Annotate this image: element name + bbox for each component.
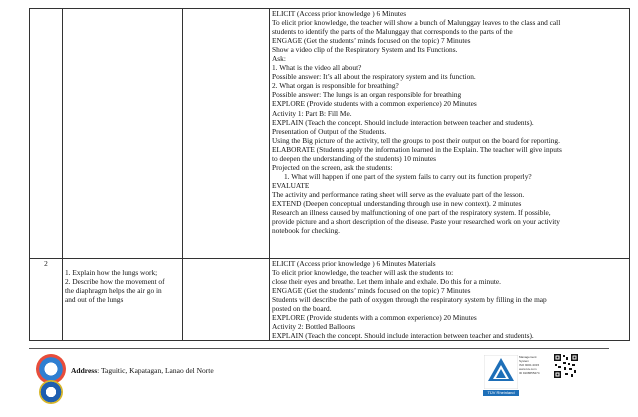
text-line: To elicit prior knowledge, the teacher will show a bunch of Malunggay leaves to the class and call <box>272 18 561 28</box>
table-row <box>30 9 630 259</box>
text-line: The activity and performance rating sheet will serve as the evaluate part of the lesson. <box>272 189 525 199</box>
text-line: Presentation of Output of the Students. <box>272 126 387 136</box>
objective-line: 2. Describe how the movement of <box>65 277 165 287</box>
objectives-cell <box>63 9 183 259</box>
text-line: Activity 1: Part B: Fill Me. <box>272 108 352 118</box>
cert-line: ISO 9001:2015 <box>519 363 540 367</box>
text-line: ENGAGE (Get the students’ minds focused on the topic) 7 Minutes <box>272 286 471 296</box>
text-line: Possible answer: The lungs is an organ responsible for breathing <box>272 90 462 100</box>
cert-line: www.tuv.com <box>519 367 537 371</box>
text-line: Students will describe the path of oxygen through the respiratory system by filling in the map <box>272 295 547 305</box>
text-line: EXPLAIN (Teach the concept. Should include interaction between teacher and students). <box>272 117 534 127</box>
certification-text <box>519 355 551 389</box>
day-number-cell <box>30 9 63 259</box>
text-line: 2. What organ is responsible for breathing? <box>272 81 399 91</box>
text-line: Activity 2: Bottled Balloons <box>272 322 356 332</box>
objective-line: and out of the lungs <box>65 295 124 305</box>
day-number: 2 <box>44 259 48 268</box>
text-line: ENGAGE (Get the students’ minds focused on the topic) 7 Minutes <box>272 36 471 46</box>
text-line: Ask: <box>272 54 286 64</box>
text-line: EXPLORE (Provide students with a common experience) 20 Minutes <box>272 99 477 109</box>
cert-line: ID 9108655274 <box>519 371 540 375</box>
text-line: EXPLAIN (Teach the concept. Should include interaction between teacher and students). <box>272 331 534 341</box>
objectives-cell <box>63 259 183 341</box>
text-line: Projected on the screen, ask the students: <box>272 162 393 172</box>
text-line: 1. What is the video all about? <box>272 63 362 73</box>
lesson-plan-table <box>29 8 630 341</box>
text-line: notebook for checking. <box>272 226 340 236</box>
tuv-certification-logo <box>484 355 518 389</box>
procedure-cell <box>270 9 630 259</box>
objectives-list <box>65 268 180 304</box>
cert-line: System <box>519 359 530 363</box>
text-line: Using the Big picture of the activity, tell the groups to post their output on the board for reporting. <box>272 135 560 145</box>
school-seal-logo <box>39 380 63 404</box>
row1-lines <box>272 9 627 235</box>
blank-cell <box>183 9 270 259</box>
footer-divider <box>29 348 609 349</box>
question-item: 1. What will happen if one part of the system fails to carry out its function properly? <box>284 171 532 181</box>
qr-code-icon <box>553 353 579 379</box>
text-line: to deepen the understanding of the students) 10 minutes <box>272 153 436 163</box>
cert-line: Management <box>519 355 537 359</box>
text-line: Possible answer: It’s all about the respiratory system and its function. <box>272 72 476 82</box>
text-line: provide picture and a short description of the disease. Paste your researched work on your activity <box>272 217 560 227</box>
text-line: EVALUATE <box>272 180 310 190</box>
table-row <box>30 259 630 341</box>
procedure-cell <box>270 259 630 341</box>
text-line: EXPLORE (Provide students with a common experience) 20 Minutes <box>272 313 477 323</box>
day-number-cell <box>30 259 63 341</box>
text-line: students to identify the parts of the Malunggay that corresponds to the parts of the <box>272 27 513 37</box>
text-line: ELICIT (Access prior knowledge ) 6 Minutes Materials <box>272 259 436 268</box>
objective-line: the diaphragm helps the air go in <box>65 286 162 296</box>
address-value: : Taguitic, Kapatagan, Lanao del Norte <box>97 366 214 375</box>
text-line: ELABORATE (Students apply the information learned in the Explain. The teacher will give inputs <box>272 144 562 154</box>
blank-cell <box>183 259 270 341</box>
school-address <box>71 366 214 375</box>
objective-line: 1. Explain how the lungs work; <box>65 268 158 277</box>
text-line: Research an illness caused by malfunctioning of one part of the respiratory system. If possible, <box>272 208 551 218</box>
address-label: Address <box>71 366 98 375</box>
text-line: To elicit prior knowledge, the teacher will ask the students to: <box>272 268 454 278</box>
text-line: Show a video clip of the Respiratory System and Its Functions. <box>272 45 458 55</box>
text-line: close their eyes and breathe. Let them inhale and exhale. Do this for a minute. <box>272 277 502 287</box>
text-line: EXTEND (Deepen conceptual understanding through use in new context). 2 minutes <box>272 198 522 208</box>
text-line: posted on the board. <box>272 304 332 314</box>
tuv-banner: TÜV Rheinland <box>483 390 519 396</box>
text-line: ELICIT (Access prior knowledge ) 6 Minutes <box>272 9 407 18</box>
